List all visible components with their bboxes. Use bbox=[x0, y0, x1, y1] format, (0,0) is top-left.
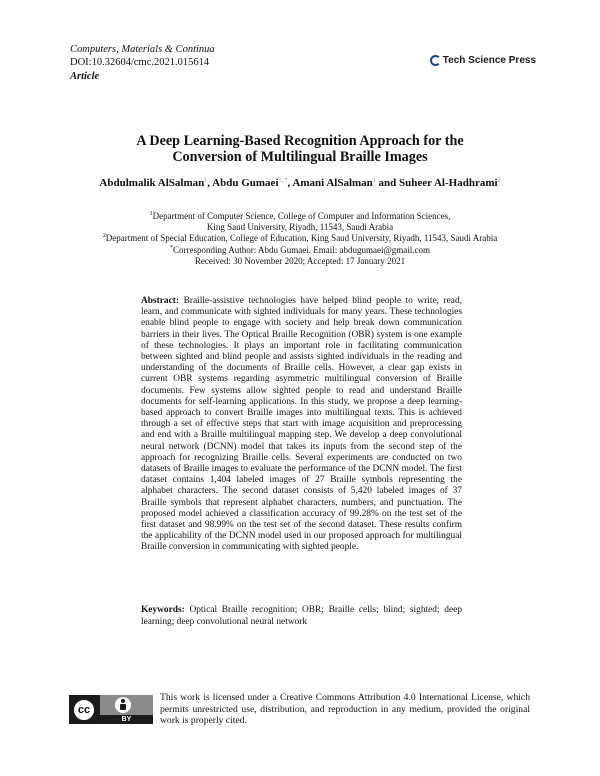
paper-title bbox=[0, 133, 600, 165]
received-accepted-dates: Received: 30 November 2020; Accepted: 17 January 2021 bbox=[194, 255, 406, 266]
title-line-2: Conversion of Multilingual Braille Images bbox=[172, 149, 428, 165]
author-name: Amani AlSalman bbox=[292, 177, 373, 189]
author-name: Suheer Al-Hadhrami bbox=[399, 177, 498, 189]
affiliation-1-mark: 1 bbox=[149, 211, 153, 217]
publisher-logo bbox=[430, 52, 536, 68]
keywords-label: Keywords: bbox=[141, 605, 185, 615]
author-separator: , bbox=[207, 177, 213, 189]
title-line-1: A Deep Learning-Based Recognition Approach for the bbox=[136, 133, 464, 149]
publisher-name: Tech Science Press bbox=[442, 54, 536, 66]
abstract-text: Braille-assistive technologies have helped blind people to write, read, learn, and communicate with sighted individuals for many years. These technologies enable blind people to engage with society and help break down communication barriers in their lives. The Optical Braille Recognition (OBR) system is one example of these technologies. It plays an important role in facilitating communication between sighted and blind people and assists sighted individuals in the reading and understanding of the documents of Braille cells. However, a clear gap exists in current OBR systems regarding asymmetric multilingual conversion of Braille documents. Few systems allow sighted people to read and understand Braille documents for self-learning applications. In this study, we propose a deep learning-based approach to convert Braille images into multilingual texts. This is achieved through a set of effective steps that start with image acquisition and preprocessing and end with a Braille multilingual mapping step. We develop a deep convolutional neural network (DCNN) model that takes its inputs from the second step of the approach for recognizing Braille cells. Several experiments are conducted on two datasets of Braille images to evaluate the performance of the DCNN model. The first dataset contains 1,404 labeled images of 27 Braille symbols representing the alphabet characters. The second dataset consists of 5,420 labeled images of 37 Braille symbols that represent alphabet characters, numbers, and punctuation. The proposed model achieved a classification accuracy of 99.28% on the test set of the first dataset and 98.99% on the test set of the second dataset. These results confirm the applicability of the DCNN model used in our proposed approach for multilingual Braille conversion in communicating with sighted people. bbox=[141, 296, 463, 553]
affiliation-2-text: Department of Special Education, College of Education, King Saud University, Riyadh, 11543, Saudi Arabia bbox=[105, 233, 498, 244]
by-label: BY bbox=[100, 715, 153, 724]
affiliation-2-mark: 2 bbox=[102, 233, 106, 240]
doi[interactable]: DOI:10.32604/cmc.2021.015614 bbox=[70, 57, 210, 68]
author-affiliation-mark[interactable]: 1 bbox=[204, 177, 208, 184]
attribution-panel bbox=[100, 695, 153, 724]
creative-commons-icon: cc bbox=[72, 698, 96, 722]
article-type: Article bbox=[70, 71, 100, 82]
author-name: Abdulmalik AlSalman bbox=[99, 177, 205, 189]
cc-by-badge[interactable] bbox=[69, 695, 153, 724]
author-affiliation-mark[interactable]: 2 bbox=[497, 177, 501, 184]
author-list bbox=[0, 177, 600, 189]
corresponding-text: Corresponding Author: Abdu Gumaei. Email: abdugumaei@gmail.com bbox=[173, 244, 430, 255]
affiliation-1-text: Department of Computer Science, College of Computer and Information Sciences, bbox=[152, 211, 451, 221]
affiliation-1-line-1 bbox=[0, 211, 600, 222]
affiliation-2 bbox=[0, 233, 600, 244]
keywords-text: Optical Braille recognition; OBR; Braille cells; blind; sighted; deep learning; deep convolutional neural network bbox=[141, 605, 463, 627]
corresponding-mark: * bbox=[170, 244, 173, 251]
author-separator: , bbox=[287, 177, 293, 189]
author-affiliation-mark[interactable]: 1 bbox=[372, 177, 376, 184]
corresponding-author bbox=[0, 245, 600, 256]
author-separator: and bbox=[375, 177, 400, 189]
author-name: Abdu Gumaei bbox=[212, 177, 279, 189]
publisher-logo-icon bbox=[430, 55, 441, 66]
author-affiliation-mark[interactable]: 1, * bbox=[278, 177, 288, 184]
affiliations bbox=[0, 211, 600, 267]
journal-name: Computers, Materials & Continua bbox=[70, 44, 215, 55]
abstract-label: Abstract: bbox=[141, 296, 180, 306]
attribution-person-icon bbox=[115, 697, 131, 713]
abstract bbox=[141, 296, 462, 554]
keywords bbox=[141, 604, 462, 628]
license-text: This work is licensed under a Creative Commons Attribution 4.0 International License, which permits unrestricted use, distribution, and reproduction in any medium, provided the original work is properly cited. bbox=[160, 692, 530, 727]
affiliation-1-line-2: King Saud University, Riyadh, 11543, Saudi Arabia bbox=[206, 222, 394, 233]
